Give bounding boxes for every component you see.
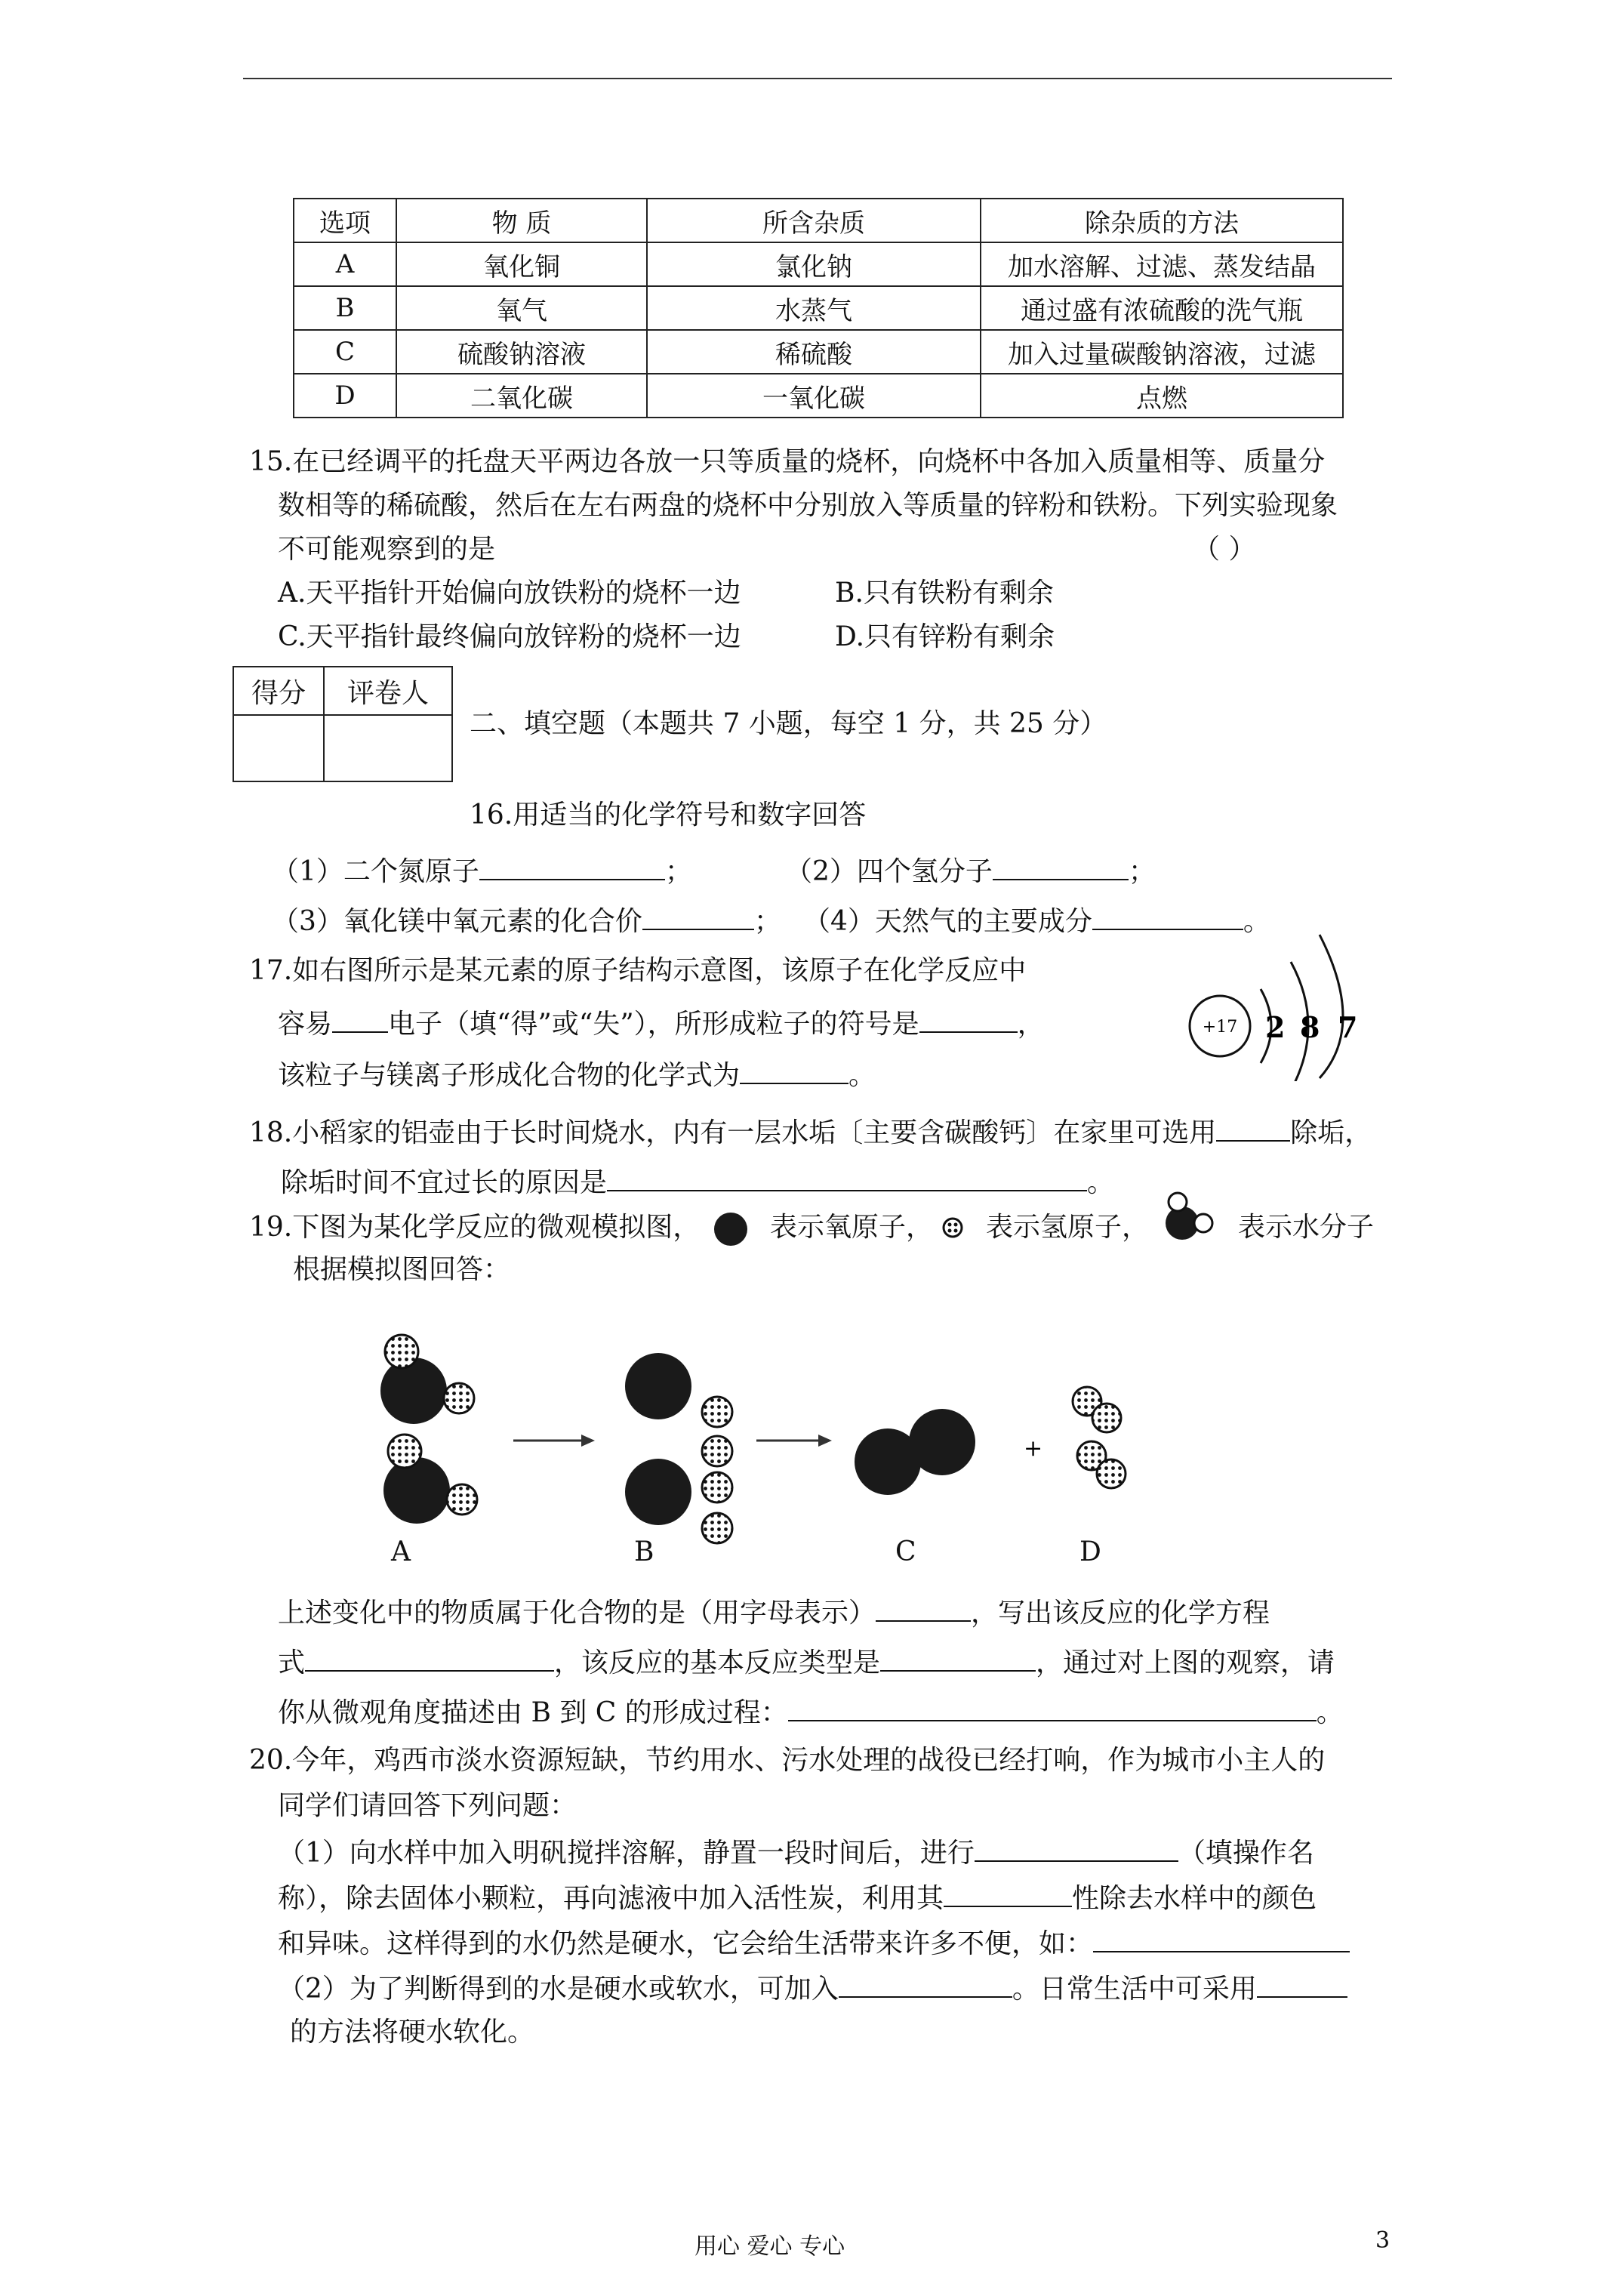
stage-d-hydrogen-molecules — [1073, 1387, 1126, 1488]
answer-blank[interactable] — [788, 1694, 1317, 1721]
q17-line3a: 该粒子与镁离子形成化合物的化学式为 — [278, 1060, 741, 1091]
table-cell: D — [294, 374, 396, 418]
q19-ans2b: ，该反应的基本反应类型是 — [554, 1647, 881, 1678]
q18-line1a: 18.小稻家的铝壶由于长时间烧水，内有一层水垢〔主要含碳酸钙〕在家里可选用 — [249, 1117, 1217, 1148]
q16-part2 — [785, 853, 1156, 889]
stage-b-atoms — [625, 1353, 732, 1543]
answer-blank[interactable] — [740, 1057, 848, 1084]
table-cell: C — [294, 330, 396, 374]
score-box — [233, 666, 453, 782]
q18-line1 — [249, 1114, 1372, 1150]
q19-line1a: 19.下图为某化学反应的微观模拟图， — [249, 1212, 701, 1243]
q20-part1-line1 — [278, 1835, 1314, 1870]
reaction-arrow — [756, 1435, 832, 1447]
q17-line3 — [278, 1057, 876, 1093]
q20-p1e: 和异味。这样得到的水仍然是硬水，它会给生活带来许多不便，如： — [278, 1928, 1094, 1959]
q17-line2 — [278, 1006, 1045, 1041]
answer-blank[interactable] — [305, 1644, 554, 1672]
reaction-arrow — [513, 1435, 595, 1447]
q20-part2-line2: 的方法将硬水软化。 — [290, 2017, 535, 2048]
q20-p1a: （1）向水样中加入明矾搅拌溶解，静置一段时间后，进行 — [278, 1838, 975, 1869]
q20-line1: 20.今年，鸡西市淡水资源短缺，节约用水、污水处理的战役已经打响，作为城市小主人的 — [249, 1745, 1326, 1776]
q15-option-d: D.只有锌粉有剩余 — [835, 621, 1055, 652]
plus-sign: + — [1024, 1435, 1043, 1462]
answer-blank[interactable] — [607, 1164, 1087, 1191]
impurity-removal-table — [293, 198, 1344, 418]
q15-line2: 数相等的稀硫酸，然后在左右两盘的烧杯中分别放入等质量的锌粉和铁粉。下列实验现象 — [278, 490, 1338, 521]
answer-blank[interactable] — [332, 1006, 388, 1033]
q20-line2: 同学们请回答下列问题： — [278, 1790, 577, 1821]
header-rule — [243, 78, 1392, 79]
answer-blank[interactable] — [1257, 1971, 1347, 1998]
q16-part3 — [272, 903, 781, 938]
header-cell: 选项 — [294, 199, 396, 242]
q20-p2a: （2）为了判断得到的水是硬水或软水，可加入 — [278, 1974, 839, 2005]
stage-label: B — [634, 1536, 654, 1567]
answer-blank[interactable] — [993, 853, 1129, 880]
q19-ans1a: 上述变化中的物质属于化合物的是（用字母表示） — [278, 1598, 876, 1629]
q20-p1d: 性除去水样中的颜色 — [1072, 1883, 1317, 1914]
electron-shell-arc — [1320, 935, 1343, 1078]
table-cell: 加水溶解、过滤、蒸发结晶 — [981, 242, 1343, 286]
answer-blank[interactable] — [1216, 1114, 1290, 1142]
table-row — [294, 374, 1343, 418]
table-cell: 水蒸气 — [647, 286, 981, 330]
grader-field[interactable] — [324, 715, 452, 781]
table-cell: 稀硫酸 — [647, 330, 981, 374]
nucleus-charge: +17 — [1202, 1018, 1238, 1037]
q16-part4-text: （4）天然气的主要成分 — [803, 906, 1092, 937]
q20-part2-line1 — [278, 1971, 1347, 2006]
shell-electron-count: 2 — [1265, 1010, 1286, 1044]
q17-line2c: ， — [1017, 1009, 1045, 1040]
answer-blank[interactable] — [944, 1880, 1072, 1907]
header-cell: 物 质 — [396, 199, 647, 242]
q19-ans2a: 式 — [278, 1647, 306, 1678]
q15-line1: 15.在已经调平的托盘天平两边各放一只等质量的烧杯，向烧杯中各加入质量相等、质量分 — [249, 446, 1326, 477]
q16-part1 — [272, 853, 692, 889]
oxygen-atom-icon — [710, 1208, 755, 1250]
answer-blank[interactable] — [839, 1971, 1012, 1998]
q18-line2 — [281, 1164, 1114, 1200]
shell-electron-count: 8 — [1300, 1010, 1320, 1044]
q17-line2b: 电子（填“得”或“失”），所形成粒子的符号是 — [388, 1009, 919, 1040]
q16-part1-end: ； — [664, 856, 692, 887]
answer-blank[interactable] — [975, 1835, 1178, 1862]
header-cell: 所含杂质 — [647, 199, 981, 242]
q15-option-c: C.天平指针最终偏向放锌粉的烧杯一边 — [278, 621, 741, 652]
q19-ans2c: ，通过对上图的观察，请 — [1036, 1647, 1335, 1678]
q15-option-b: B.只有铁粉有剩余 — [835, 578, 1054, 609]
score-field[interactable] — [233, 715, 324, 781]
q19-ans1b: ，写出该反应的化学方程 — [971, 1598, 1270, 1629]
table-cell: 二氧化碳 — [396, 374, 647, 418]
q17-line1: 17.如右图所示是某元素的原子结构示意图，该原子在化学反应中 — [249, 955, 1027, 986]
table-cell: A — [294, 242, 396, 286]
q16-title: 16.用适当的化学符号和数字回答 — [470, 800, 867, 831]
q19-line1b: 表示氧原子， — [770, 1212, 934, 1243]
stage-label: A — [391, 1536, 411, 1567]
hydrogen-atom-icon — [939, 1214, 969, 1244]
page-number: 3 — [1375, 2227, 1390, 2254]
q19-answer-line1 — [278, 1595, 1270, 1630]
q17-line3b: 。 — [848, 1060, 876, 1091]
q18-line1b: 除垢， — [1290, 1117, 1372, 1148]
q16-part3-text: （3）氧化镁中氧元素的化合价 — [272, 906, 642, 937]
table-row — [294, 242, 1343, 286]
q15-answer-paren: （ ） — [1193, 534, 1256, 565]
q19-line2: 根据模拟图回答： — [293, 1254, 511, 1285]
stage-label: C — [895, 1536, 916, 1567]
q19-line1c: 表示氢原子， — [986, 1212, 1150, 1243]
q19-answer-line2 — [278, 1644, 1335, 1680]
table-cell: 一氧化碳 — [647, 374, 981, 418]
table-cell: 点燃 — [981, 374, 1343, 418]
q20-part1-line2 — [278, 1880, 1317, 1915]
table-row — [294, 330, 1343, 374]
section-title: 二、填空题（本题共 7 小题，每空 1 分，共 25 分） — [470, 708, 1107, 739]
stage-a-molecules — [380, 1335, 477, 1524]
answer-blank[interactable] — [876, 1595, 971, 1622]
table-header-row — [294, 199, 1343, 242]
table-cell: 通过盛有浓硫酸的洗气瓶 — [981, 286, 1343, 330]
q16-part3-end: ； — [753, 906, 781, 937]
shell-electron-count: 7 — [1338, 1010, 1358, 1044]
q16-part2-end: ； — [1128, 856, 1156, 887]
table-cell: 氧化铜 — [396, 242, 647, 286]
answer-blank[interactable] — [1093, 1925, 1350, 1952]
table-cell: 加入过量碳酸钠溶液，过滤 — [981, 330, 1343, 374]
q18-line2b: 。 — [1087, 1167, 1115, 1198]
answer-blank[interactable] — [642, 903, 754, 930]
q17-line2a: 容易 — [278, 1009, 333, 1040]
q20-part1-line3 — [278, 1925, 1350, 1961]
table-row — [294, 286, 1343, 330]
answer-blank[interactable] — [880, 1644, 1036, 1672]
grader-label: 评卷人 — [324, 667, 452, 715]
q20-p2b: 。日常生活中可采用 — [1012, 1974, 1257, 2005]
q19-ans3b: 。 — [1316, 1697, 1344, 1728]
header-cell: 除杂质的方法 — [981, 199, 1343, 242]
score-label: 得分 — [233, 667, 324, 715]
answer-blank[interactable] — [479, 853, 665, 880]
q19-ans3a: 你从微观角度描述由 B 到 C 的形成过程： — [278, 1697, 788, 1728]
q15-option-a: A.天平指针开始偏向放铁粉的烧杯一边 — [278, 578, 741, 609]
q19-answer-line3 — [278, 1694, 1344, 1730]
footer-motto: 用心 爱心 专心 — [694, 2233, 845, 2260]
table-cell: 氯化钠 — [647, 242, 981, 286]
q20-p1b: （填操作名 — [1178, 1838, 1314, 1869]
q16-part2-text: （2）四个氢分子 — [785, 856, 993, 887]
stage-label: D — [1079, 1536, 1101, 1567]
answer-blank[interactable] — [919, 1006, 1018, 1033]
q18-line2a: 除垢时间不宜过长的原因是 — [281, 1167, 608, 1198]
q15-line3: 不可能观察到的是 — [278, 534, 496, 565]
q19-line1d: 表示水分子 — [1238, 1212, 1375, 1243]
q20-p1c: 称），除去固体小颗粒，再向滤液中加入活性炭，利用其 — [278, 1883, 944, 1914]
stage-c-oxygen-molecule — [855, 1409, 975, 1495]
table-cell: 硫酸钠溶液 — [396, 330, 647, 374]
table-cell: B — [294, 286, 396, 330]
water-molecule-icon — [1155, 1188, 1230, 1249]
atomic-structure-diagram — [1178, 923, 1404, 1081]
q16-part1-text: （1）二个氮原子 — [272, 856, 479, 887]
reaction-micro-diagram — [362, 1329, 1193, 1586]
table-cell: 氧气 — [396, 286, 647, 330]
q16-part4-end: 。 — [1243, 906, 1270, 937]
